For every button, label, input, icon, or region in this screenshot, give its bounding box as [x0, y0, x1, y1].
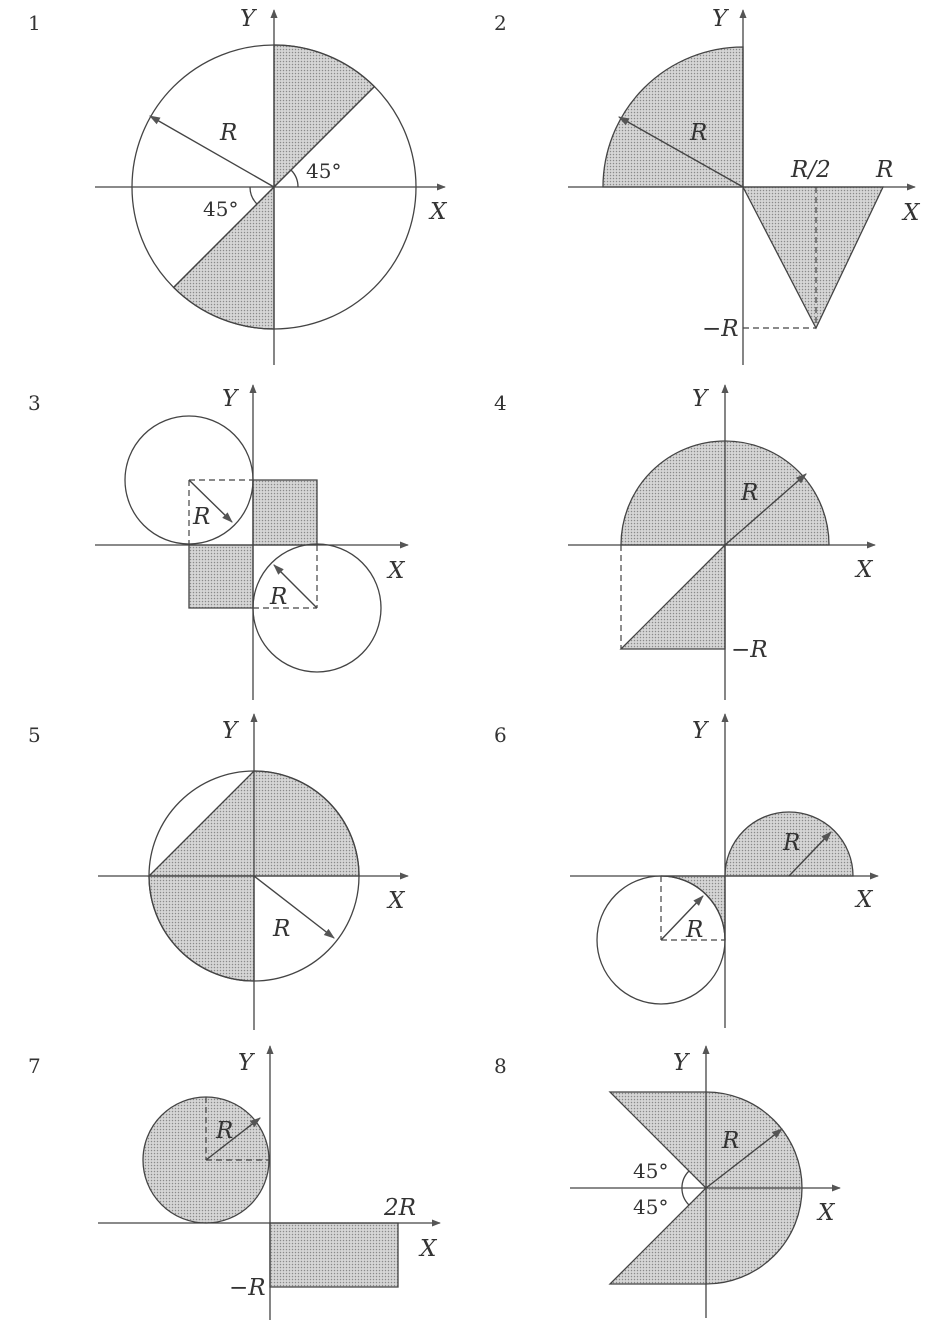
radius-label: R [722, 1128, 740, 1154]
shaded-square-lower-left [189, 545, 253, 608]
x-axis-label: X [388, 888, 405, 914]
figure-1 [28, 6, 448, 365]
radius-label: R [216, 1118, 234, 1144]
figure-2 [494, 6, 921, 365]
angle-arc-lower [250, 187, 257, 204]
figure-7 [28, 1046, 440, 1320]
shaded-triangle [621, 545, 725, 649]
x-axis-label: X [430, 199, 447, 225]
angle-label-lower: 45° [633, 1195, 669, 1219]
figure-number: 8 [494, 1054, 507, 1078]
radius-label: R [273, 916, 291, 942]
x-axis-label: X [856, 557, 873, 583]
negative-radius-tick: −R [702, 316, 739, 342]
radius-label-upper: R [783, 830, 801, 856]
y-axis-label: Y [222, 386, 238, 412]
two-radius-tick: 2R [384, 1195, 416, 1221]
figure-number: 7 [28, 1054, 41, 1078]
radius-label: R [690, 120, 708, 146]
shaded-rectangle [270, 1223, 398, 1287]
figure-5 [28, 714, 408, 1030]
figure-number: 1 [28, 11, 41, 35]
negative-radius-tick: −R [229, 1275, 266, 1301]
figure-number: 4 [494, 391, 507, 415]
negative-radius-tick: −R [731, 637, 768, 663]
y-axis-label: Y [712, 6, 728, 32]
y-axis-label: Y [238, 1050, 254, 1076]
figure-3 [28, 385, 408, 700]
shaded-square-upper-right [253, 480, 317, 545]
shaded-quarter-circle [603, 47, 743, 187]
radius-label: R [220, 120, 238, 146]
figure-number: 6 [494, 723, 507, 747]
x-axis-label: X [420, 1236, 437, 1262]
y-axis-label: Y [222, 718, 238, 744]
radius-arrow [254, 876, 334, 938]
y-axis-label: Y [240, 6, 256, 32]
figure-number: 5 [28, 723, 41, 747]
half-radius-tick: R/2 [791, 157, 831, 183]
angle-label-lower: 45° [203, 197, 239, 221]
x-axis-label: X [903, 200, 920, 226]
angle-arc-upper [291, 170, 298, 187]
x-axis-label: X [818, 1200, 835, 1226]
radius-label: R [741, 480, 759, 506]
x-axis-label: X [856, 887, 873, 913]
figure-8 [494, 1046, 840, 1318]
y-axis-label: Y [673, 1050, 689, 1076]
shaded-triangle [743, 187, 883, 328]
y-axis-label: Y [692, 386, 708, 412]
figure-number: 3 [28, 391, 41, 415]
y-axis-label: Y [692, 718, 708, 744]
angle-label-upper: 45° [633, 1159, 669, 1183]
figure-number: 2 [494, 11, 507, 35]
radius-tick: R [876, 157, 894, 183]
figure-6 [494, 714, 878, 1028]
radius-arrow [150, 116, 274, 187]
shaded-lower-left-quarter [149, 876, 254, 981]
radius-label-lower: R [270, 584, 288, 610]
angle-label-upper: 45° [306, 159, 342, 183]
radius-label-upper: R [193, 504, 211, 530]
radius-label-lower: R [686, 917, 704, 943]
x-axis-label: X [388, 558, 405, 584]
figure-4 [494, 385, 875, 700]
